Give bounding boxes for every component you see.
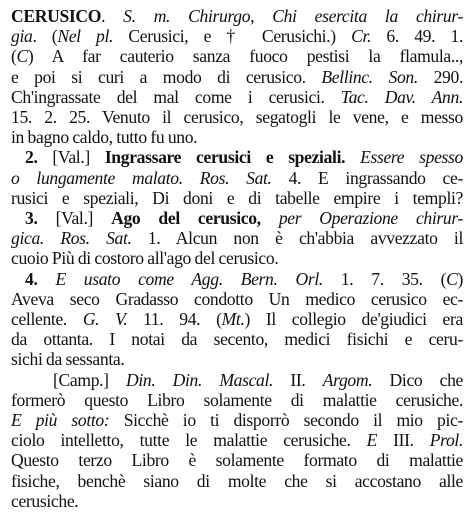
italic-text: Essere spesso xyxy=(360,147,463,168)
text-run: fisiche, benchè siano di molte che si accostano alle xyxy=(11,470,463,491)
text-run: 290. xyxy=(417,66,463,87)
italic-text: E più sotto: xyxy=(11,410,110,431)
text-run: rusici e speziali, Di doni e di tabelle empire i templi? xyxy=(11,187,463,208)
text-run: . xyxy=(101,6,124,26)
entry-line xyxy=(11,471,463,491)
entry-line xyxy=(11,168,463,188)
entry-line xyxy=(11,370,463,390)
italic-text: Prol. xyxy=(429,430,463,451)
italic-text: Nel pl. xyxy=(57,26,114,47)
entry-line xyxy=(11,430,463,450)
text-run: 4. E ingrassando ce- xyxy=(271,167,463,188)
text-run: cellente. xyxy=(11,309,83,330)
entry-line xyxy=(11,147,463,167)
text-run: in bagno caldo, tutto fu uno. xyxy=(11,127,198,148)
text-run xyxy=(261,208,279,228)
entry-line xyxy=(11,188,463,208)
text-run: 6. 49. 1. xyxy=(371,26,463,47)
text-run: [Camp.] xyxy=(53,369,126,390)
text-run: . ( xyxy=(32,26,58,47)
text-run: II. xyxy=(273,369,323,390)
italic-text: Cr. xyxy=(351,26,372,47)
italic-text: C xyxy=(16,46,28,67)
entry-line xyxy=(11,269,463,289)
italic-text: gia xyxy=(11,26,33,47)
entry-line xyxy=(11,491,463,511)
italic-text: gica. xyxy=(11,228,44,249)
italic-text: C xyxy=(446,268,458,289)
entry-line xyxy=(11,208,463,228)
entry-line xyxy=(11,26,463,46)
text-run: formerò questo Libro solamente di malattie cerusiche. xyxy=(11,389,463,410)
entry-line xyxy=(11,410,463,430)
text-run: sichi da sessanta. xyxy=(11,349,125,370)
entry-line xyxy=(11,6,463,26)
entry-line xyxy=(11,87,463,107)
bold-text: 2. xyxy=(25,147,53,168)
italic-text: Argom. xyxy=(322,369,373,390)
text-run: cerusiche. xyxy=(11,490,79,511)
text-run: Ch'ingrassate del mal come i cerusici. xyxy=(11,86,341,107)
entry-line xyxy=(11,127,463,147)
text-run: cuoio Più di costoro all'ago del cerusico. xyxy=(11,248,279,269)
text-run xyxy=(345,147,360,167)
entry-line xyxy=(11,450,463,470)
text-run: 11. 94. ( xyxy=(127,309,222,330)
entry-line xyxy=(11,329,463,349)
bold-text: Ingrassare cerusici e speziali. xyxy=(104,147,346,168)
text-run: Aveva seco Gradasso condotto Un medico cerusico ec- xyxy=(11,288,463,309)
text-run: Sicchè io ti disporrò secondo il mio pic- xyxy=(109,410,464,431)
bold-text: 3. xyxy=(25,208,56,229)
italic-text: o lungamente malato. xyxy=(11,167,183,188)
text-run xyxy=(223,269,241,289)
italic-text: E usato come Agg. xyxy=(55,268,223,289)
entry-line xyxy=(11,248,463,268)
text-run xyxy=(44,228,60,248)
text-run: ciolo intelletto, tutte le malattie cerusiche. xyxy=(11,430,367,451)
entry-text xyxy=(11,6,463,511)
text-run: ) A far cauterio sanza fuoco pestisi la flamula.., xyxy=(27,46,463,67)
text-run xyxy=(183,168,200,188)
italic-text: Ros. Sat. xyxy=(60,228,132,249)
text-run: ( xyxy=(11,46,17,67)
text-run: ) xyxy=(457,268,463,289)
entry-line xyxy=(11,289,463,309)
text-run: Questo terzo Libro è solamente formato di malattie xyxy=(11,450,463,471)
entry-line xyxy=(11,107,463,127)
text-run: 1. Alcun non è ch'abbia avvezzato il xyxy=(131,228,463,249)
bold-text: 4. xyxy=(25,268,56,289)
text-run: da ottanta. I notai da secento, medici fisichi e ceru- xyxy=(11,329,463,350)
italic-text: Mt. xyxy=(221,309,245,330)
italic-text: Bellinc. Son. xyxy=(321,66,418,87)
text-run: III. xyxy=(377,430,430,451)
entry-line xyxy=(11,390,463,410)
text-run: Dico che xyxy=(372,369,463,390)
bold-text: Ago del cerusico, xyxy=(111,208,261,229)
italic-text: per Operazione chirur- xyxy=(278,208,463,229)
italic-text: E xyxy=(366,430,378,451)
entry-line xyxy=(11,67,463,87)
text-run: Cerusici, e † Cerusichi.) xyxy=(113,26,352,47)
italic-text: S. m. Chirurgo, Chi esercita la chirur- xyxy=(123,6,463,26)
entry-line xyxy=(11,349,463,369)
italic-text: G. V. xyxy=(82,309,128,330)
italic-text: Din. Din. Mascal. xyxy=(125,369,274,390)
entry-line xyxy=(11,228,463,248)
bold-text: CERUSICO xyxy=(11,6,102,26)
italic-text: Ros. Sat. xyxy=(199,167,272,188)
text-run: [Val.] xyxy=(52,147,105,168)
italic-text: Bern. Orl. xyxy=(240,268,323,289)
entry-line xyxy=(11,46,463,66)
italic-text: Tac. Dav. Ann. xyxy=(340,86,463,107)
text-run: 1. 7. 35. ( xyxy=(322,268,447,289)
text-run: 15. 2. 25. Venuto il cerusico, segatogli le vene, e messo xyxy=(11,107,463,128)
text-run: [Val.] xyxy=(55,208,112,229)
entry-line xyxy=(11,309,463,329)
text-run: ) Il collegio de'giudici era xyxy=(244,309,463,330)
text-run: e poi si curi a modo di cerusico. xyxy=(11,66,322,87)
